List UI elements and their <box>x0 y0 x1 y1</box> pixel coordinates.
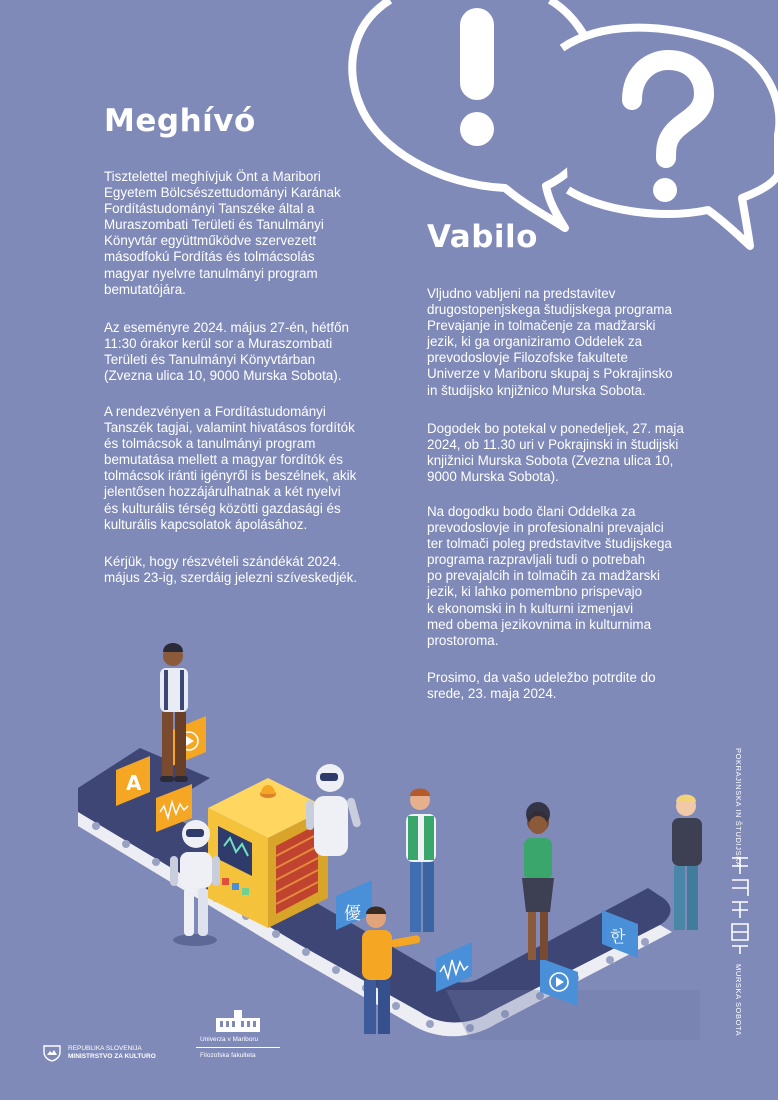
university-building-icon <box>196 1010 280 1036</box>
machine-button-blue <box>232 883 239 890</box>
library-name-bottom: MURSKA SOBOTA <box>734 964 743 1037</box>
university-logo-divider <box>196 1047 280 1048</box>
library-name-top: POKRAJINSKA IN ŠTUDIJSKA <box>734 748 743 868</box>
card-kanji: 優 <box>344 904 361 924</box>
slovenia-coat-of-arms-icon <box>42 1044 62 1062</box>
library-logo <box>728 856 752 961</box>
machine-button-red <box>222 878 229 885</box>
card-letter-a: A <box>126 771 142 795</box>
university-logo <box>196 1010 280 1059</box>
ministry-text <box>68 1045 156 1061</box>
ministry-line-country: REPUBLIKA SLOVENIJA <box>68 1045 142 1052</box>
slovenian-title: Vabilo <box>427 219 538 255</box>
hungarian-title: Meghívó <box>104 103 256 139</box>
slovenian-paragraph-details: Na dogodku bodo člani Oddelka za prevodoslovje in profesionalni prevajalci ter tolmači poleg predstavitve študijskega programa razpravljali tudi o potrebah po prevajalcih in tolmačih za madžarski jezik, ki lahko pomembno prispevajo k ekonomski in h kulturni izmenjavi med obema jezikovnima in kulturnima prostoroma. <box>427 504 672 648</box>
robot-right <box>306 764 362 856</box>
hungarian-paragraph-details: A rendezvényen a Fordítástudományi Tanszék tagjai, valamint hivatásos fordítók és tolmácsok a tanulmányi program bemutatása mellett a magyar fordítók és tolmácsok iránti igényről is beszélnek, akik jelentősen hozzájárulhatnak a két nyelvi és kulturális térség közötti gazdasági és kulturális kapcsolatok ápolásához. <box>104 404 357 532</box>
hungarian-paragraph-rsvp: Kérjük, hogy részvételi szándékát 2024. május 23-ig, szerdáig jelezni szíveskedjék. <box>104 554 358 586</box>
slovenian-paragraph-rsvp: Prosimo, da vašo udeležbo potrdite do srede, 23. maja 2024. <box>427 670 656 702</box>
ministry-line-ministry: MINISTRSTVO ZA KULTURO <box>68 1053 156 1060</box>
hungarian-paragraph-invitation: Tisztelettel meghívjuk Önt a Maribori Egyetem Bölcsészettudományi Karának Fordítástudományi Tanszéke által a Muraszombati Területi és Tanulmányi Könyvtár együttműködve szervezett másodfokú Fordítás és tolmácsolás magyar nyelvre tanulmányi program bemutatójára. <box>104 169 341 297</box>
person-glasses-green-vest <box>406 789 436 933</box>
card-hangul: 한 <box>610 927 626 946</box>
person-woman-green-vest <box>522 802 554 960</box>
faculty-name: Filozofska fakulteta <box>200 1052 256 1059</box>
library-logo-glyph <box>732 858 748 954</box>
slovenian-paragraph-date: Dogodek bo potekal v ponedeljek, 27. maja 2024, ob 11.30 uri v Pokrajinski in študijski knjižnici Murska Sobota (Zvezna ulica 10, 9000 Murska Sobota). <box>427 421 684 485</box>
machine-button-green <box>242 888 249 895</box>
person-blond-man <box>672 795 702 931</box>
university-name: Univerza v Mariboru <box>200 1036 259 1043</box>
kanji-card <box>336 880 372 930</box>
ministry-logo <box>42 1044 156 1067</box>
hungarian-paragraph-date: Az eseményre 2024. május 27-én, hétfőn 11:30 órakor kerül sor a Muraszombati Területi és Tanulmányi Könyvtárban (Zvezna ulica 10, 9000 Murska Sobota). <box>104 320 349 384</box>
slovenian-paragraph-invitation: Vljudno vabljeni na predstavitev drugostopenjskega študijskega programa Prevajanje in tolmačenje za madžarski jezik, ki ga organiziramo Oddelek za prevodoslovje Filozofske fakultete Univerze v Mariboru skupaj s Pokrajinsko in študijsko knjižnico Murska Sobota. <box>427 286 673 398</box>
